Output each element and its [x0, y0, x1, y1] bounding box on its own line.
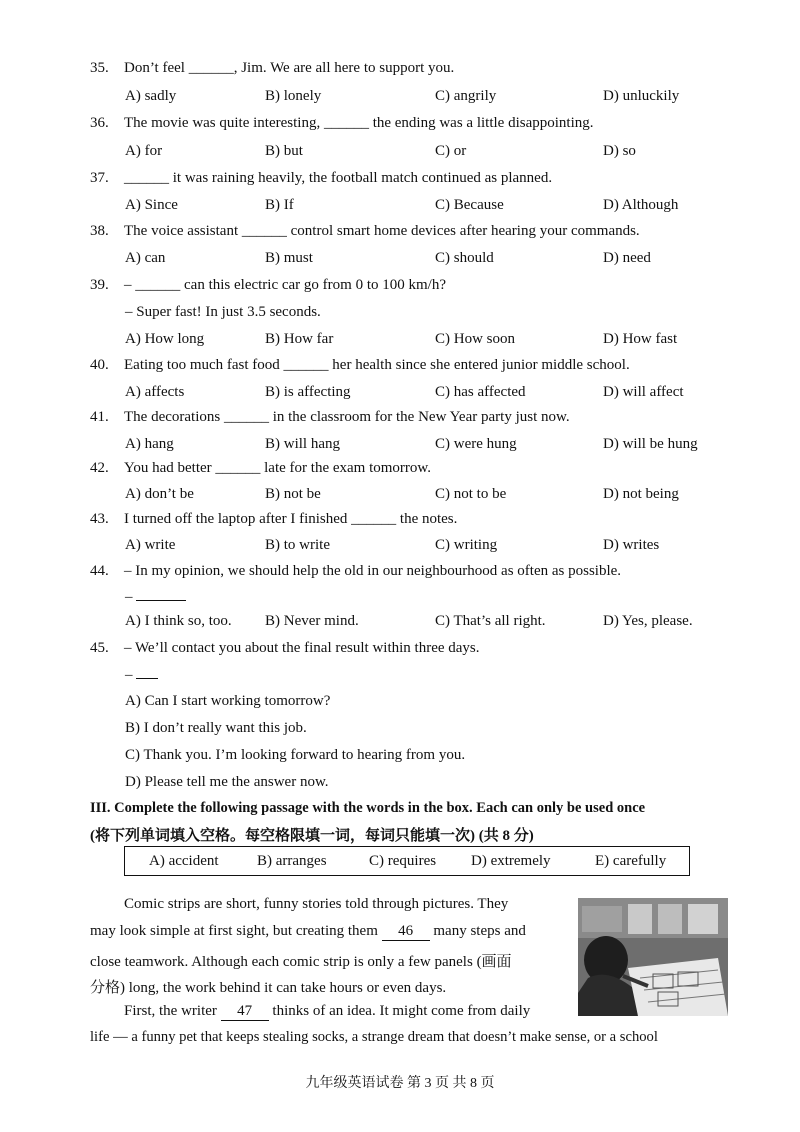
question-38 — [90, 223, 640, 240]
option-b[interactable]: B) will hang — [265, 436, 340, 452]
option-d[interactable]: D) need — [603, 250, 651, 266]
word-option: A) accident — [149, 853, 219, 869]
option-d[interactable]: D) not being — [603, 486, 679, 502]
question-41 — [90, 409, 570, 426]
option-c[interactable]: C) has affected — [435, 384, 526, 400]
passage-line — [124, 1003, 530, 1021]
option-c[interactable]: C) should — [435, 250, 494, 266]
option-b[interactable]: B) I don’t really want this job. — [125, 720, 307, 736]
option-c[interactable]: C) Thank you. I’m looking forward to hearing from you. — [125, 747, 466, 763]
word-option: D) extremely — [471, 853, 551, 869]
question-number: 41. — [90, 409, 109, 425]
question-text: – ______ can this electric car go from 0 to 100 km/h? — [124, 277, 446, 293]
word-option: C) requires — [369, 853, 437, 869]
options-39 — [125, 331, 725, 351]
section-heading: III. Complete the following passage with the words in the box. Each can only be used once — [90, 800, 646, 816]
option-b[interactable]: B) lonely — [265, 88, 322, 104]
question-number: 44. — [90, 563, 109, 579]
section-heading-cn: (将下列单词填入空格。每空格限填一词，每词只能填一次) (共 8 分) — [90, 828, 534, 844]
option-a[interactable]: A) sadly — [125, 88, 177, 104]
option-a[interactable]: A) Can I start working tomorrow? — [125, 693, 331, 709]
question-text: – We’ll contact you about the final result within three days. — [124, 640, 480, 656]
option-c[interactable]: C) How soon — [435, 331, 516, 347]
option-a[interactable]: A) I think so, too. — [125, 613, 232, 629]
question-text: Don’t feel ______, Jim. We are all here to support you. — [124, 60, 455, 76]
option-d[interactable]: D) unluckily — [603, 88, 680, 104]
option-c[interactable]: C) were hung — [435, 436, 517, 452]
option-b[interactable]: B) How far — [265, 331, 334, 347]
option-b[interactable]: B) but — [265, 143, 303, 159]
question-text: ______ it was raining heavily, the football match continued as planned. — [124, 170, 553, 186]
option-a[interactable]: A) write — [125, 537, 176, 553]
question-number: 37. — [90, 170, 109, 186]
options-37 — [125, 197, 725, 217]
option-c[interactable]: C) not to be — [435, 486, 507, 502]
question-number: 36. — [90, 115, 109, 131]
option-c[interactable]: C) That’s all right. — [435, 613, 546, 629]
question-number: 43. — [90, 511, 109, 527]
option-d[interactable]: D) will be hung — [603, 436, 698, 452]
option-a[interactable]: A) don’t be — [125, 486, 194, 502]
question-number: 45. — [90, 640, 109, 656]
options-41 — [125, 436, 725, 456]
option-b[interactable]: B) not be — [265, 486, 321, 502]
question-37 — [90, 170, 552, 187]
option-d[interactable]: D) How fast — [603, 331, 678, 347]
passage-line — [90, 923, 526, 941]
question-number: 35. — [90, 60, 109, 76]
question-39 — [90, 277, 446, 294]
option-d[interactable]: D) will affect — [603, 384, 684, 400]
option-a[interactable]: A) for — [125, 143, 163, 159]
question-42 — [90, 460, 431, 477]
option-d[interactable]: D) Yes, please. — [603, 613, 693, 629]
question-text: Eating too much fast food ______ her health since she entered junior middle school. — [124, 357, 630, 373]
options-40 — [125, 384, 725, 404]
question-text: The voice assistant ______ control smart home devices after hearing your commands. — [124, 223, 640, 239]
options-36 — [125, 143, 725, 163]
passage-line: close teamwork. Although each comic strip is only a few panels (画面 — [90, 954, 512, 970]
passage-line: Comic strips are short, funny stories told through pictures. They — [124, 896, 509, 912]
blank-47[interactable]: 47 — [221, 1003, 269, 1021]
options-43 — [125, 537, 725, 557]
passage-text: many steps and — [433, 923, 526, 939]
option-c[interactable]: C) angrily — [435, 88, 497, 104]
option-b[interactable]: B) Never mind. — [265, 613, 359, 629]
question-36 — [90, 115, 594, 132]
comic-artist-photo — [578, 898, 728, 1016]
question-text: I turned off the laptop after I finished ______ the notes. — [124, 511, 458, 527]
word-option: E) carefully — [595, 853, 667, 869]
passage-line: 分格) long, the work behind it can take hours or even days. — [90, 980, 447, 996]
artist-drawing-image — [578, 898, 728, 1016]
word-option: B) arranges — [257, 853, 327, 869]
blank-46[interactable]: 46 — [382, 923, 430, 941]
option-b[interactable]: B) to write — [265, 537, 330, 553]
option-b[interactable]: B) is affecting — [265, 384, 351, 400]
question-44 — [90, 563, 621, 580]
question-40 — [90, 357, 630, 374]
options-35 — [125, 88, 725, 108]
options-44 — [125, 613, 725, 633]
question-text: You had better ______ late for the exam tomorrow. — [124, 460, 432, 476]
passage-text: may look simple at first sight, but creating them — [90, 923, 378, 939]
page-footer: 九年级英语试卷 第 3 页 共 8 页 — [305, 1076, 495, 1091]
options-38 — [125, 250, 725, 270]
question-text: The movie was quite interesting, ______ the ending was a little disappointing. — [124, 115, 594, 131]
question-number: 42. — [90, 460, 109, 476]
question-number: 38. — [90, 223, 109, 239]
option-a[interactable]: A) How long — [125, 331, 205, 347]
option-c[interactable]: C) or — [435, 143, 467, 159]
dialogue-reply: – Super fast! In just 3.5 seconds. — [125, 304, 321, 320]
option-d[interactable]: D) writes — [603, 537, 660, 553]
option-a[interactable]: A) Since — [125, 197, 178, 213]
question-number: 40. — [90, 357, 109, 373]
option-a[interactable]: A) can — [125, 250, 166, 266]
option-a[interactable]: A) affects — [125, 384, 185, 400]
passage-text: First, the writer — [124, 1003, 217, 1019]
option-d[interactable]: D) so — [603, 143, 636, 159]
option-b[interactable]: B) If — [265, 197, 294, 213]
option-c[interactable]: C) writing — [435, 537, 498, 553]
word-box — [124, 846, 690, 876]
question-45 — [90, 640, 480, 657]
question-text: – In my opinion, we should help the old in our neighbourhood as often as possible. — [124, 563, 622, 579]
option-b[interactable]: B) must — [265, 250, 313, 266]
option-c[interactable]: C) Because — [435, 197, 504, 213]
question-number: 39. — [90, 277, 109, 293]
answer-line: – — [125, 666, 158, 684]
question-35 — [90, 60, 454, 77]
question-43 — [90, 511, 457, 528]
question-text: The decorations ______ in the classroom for the New Year party just now. — [124, 409, 570, 425]
passage-line: life — a funny pet that keeps stealing socks, a strange dream that doesn’t make sense, or a school — [90, 1029, 658, 1045]
option-d[interactable]: D) Although — [603, 197, 679, 213]
option-a[interactable]: A) hang — [125, 436, 174, 452]
options-42 — [125, 486, 725, 506]
answer-line: – — [125, 588, 186, 606]
option-d[interactable]: D) Please tell me the answer now. — [125, 774, 329, 790]
passage-text: thinks of an idea. It might come from daily — [272, 1003, 531, 1019]
